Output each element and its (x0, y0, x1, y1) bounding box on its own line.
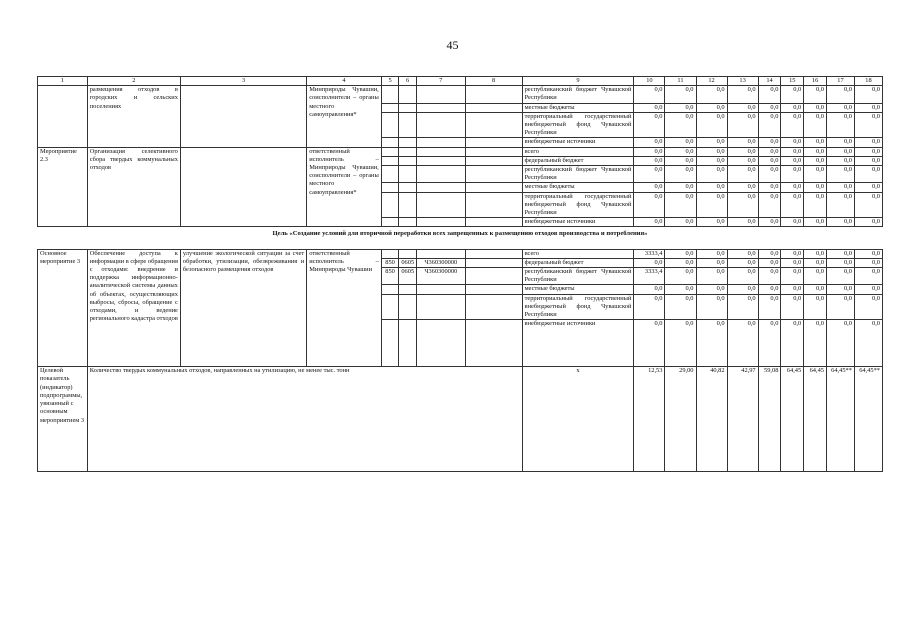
code-cell (381, 112, 399, 138)
executor-cell: Минприроды Чувашии, соисполнители – органы местного самоуправления* (307, 86, 382, 147)
value-cell: 0,0 (781, 166, 804, 183)
value-cell: 0,0 (804, 156, 827, 165)
value-cell: 0,0 (634, 103, 665, 112)
value-cell: 0,0 (804, 268, 827, 285)
code-cell (465, 218, 522, 227)
value-cell: 0,0 (804, 103, 827, 112)
value-cell: 0,0 (826, 218, 854, 227)
code-cell (465, 258, 522, 267)
code-cell (399, 294, 417, 320)
value-cell: 0,0 (727, 258, 758, 267)
indicator-x: х (522, 367, 634, 472)
value-cell: 0,0 (727, 218, 758, 227)
source-label: местные бюджеты (522, 103, 634, 112)
header-cell: 5 (381, 77, 399, 86)
value-cell: 0,0 (781, 112, 804, 138)
goal-row (38, 227, 883, 249)
value-cell: 0,0 (696, 166, 727, 183)
header-cell: 4 (307, 77, 382, 86)
value-cell: 0,0 (781, 268, 804, 285)
value-cell: 0,0 (727, 147, 758, 156)
code-cell (416, 294, 465, 320)
code-cell: 850 (381, 258, 399, 267)
value-cell: 0,0 (696, 103, 727, 112)
indicator-value: 64,45** (826, 367, 854, 472)
source-label: республиканский бюджет Чувашской Республики (522, 166, 634, 183)
value-cell: 0,0 (854, 183, 882, 192)
value-cell: 0,0 (758, 294, 781, 320)
table-row (38, 86, 883, 103)
code-cell (381, 103, 399, 112)
source-label: местные бюджеты (522, 285, 634, 294)
value-cell: 0,0 (804, 285, 827, 294)
indicator-row (38, 367, 883, 472)
value-cell: 0,0 (665, 138, 696, 147)
value-cell: 0,0 (727, 192, 758, 218)
value-cell: 0,0 (781, 183, 804, 192)
value-cell: 0,0 (758, 103, 781, 112)
code-cell (399, 218, 417, 227)
value-cell: 0,0 (804, 249, 827, 258)
value-cell: 0,0 (696, 258, 727, 267)
value-cell: 0,0 (826, 112, 854, 138)
value-cell: 0,0 (758, 192, 781, 218)
table-row (38, 147, 883, 156)
code-cell (399, 192, 417, 218)
code-cell (465, 138, 522, 147)
value-cell: 0,0 (854, 138, 882, 147)
expected-result-cell (180, 147, 306, 227)
code-cell (381, 218, 399, 227)
header-cell: 10 (634, 77, 665, 86)
value-cell: 0,0 (696, 86, 727, 103)
value-cell: 0,0 (826, 138, 854, 147)
code-cell (399, 156, 417, 165)
value-cell: 0,0 (826, 320, 854, 367)
code-cell: Ч360300000 (416, 258, 465, 267)
source-label: внебюджетные источники (522, 218, 634, 227)
code-cell (465, 320, 522, 367)
value-cell: 0,0 (665, 112, 696, 138)
code-cell (399, 147, 417, 156)
header-cell: 16 (804, 77, 827, 86)
value-cell: 0,0 (826, 268, 854, 285)
value-cell: 0,0 (727, 294, 758, 320)
code-cell (399, 183, 417, 192)
header-cell: 12 (696, 77, 727, 86)
expected-result-cell (180, 86, 306, 147)
code-cell (399, 166, 417, 183)
value-cell: 0,0 (826, 285, 854, 294)
value-cell: 0,0 (758, 268, 781, 285)
code-cell: 0605 (399, 258, 417, 267)
code-cell (465, 249, 522, 258)
value-cell: 0,0 (634, 156, 665, 165)
code-cell (465, 294, 522, 320)
value-cell: 0,0 (854, 156, 882, 165)
header-cell: 14 (758, 77, 781, 86)
value-cell: 0,0 (826, 192, 854, 218)
source-label: всего (522, 147, 634, 156)
value-cell: 0,0 (634, 218, 665, 227)
source-label: республиканский бюджет Чувашской Республики (522, 86, 634, 103)
value-cell: 0,0 (727, 320, 758, 367)
code-cell (416, 86, 465, 103)
header-cell: 18 (854, 77, 882, 86)
value-cell: 0,0 (696, 147, 727, 156)
indicator-value: 12,53 (634, 367, 665, 472)
value-cell: 0,0 (727, 138, 758, 147)
code-cell (416, 320, 465, 367)
value-cell: 0,0 (665, 183, 696, 192)
value-cell: 0,0 (781, 86, 804, 103)
value-cell: 0,0 (727, 166, 758, 183)
code-cell (399, 285, 417, 294)
value-cell: 0,0 (781, 320, 804, 367)
code-cell: 850 (381, 268, 399, 285)
value-cell: 0,0 (758, 147, 781, 156)
value-cell: 0,0 (665, 285, 696, 294)
value-cell: 0,0 (781, 192, 804, 218)
value-cell: 0,0 (804, 294, 827, 320)
code-cell (465, 192, 522, 218)
code-cell (381, 166, 399, 183)
source-label: территориальный государственный внебюджетный фонд Чувашской Республики (522, 192, 634, 218)
value-cell: 0,0 (634, 138, 665, 147)
source-label: федеральный бюджет (522, 258, 634, 267)
indicator-value: 64,45 (781, 367, 804, 472)
value-cell: 0,0 (804, 86, 827, 103)
value-cell: 0,0 (781, 138, 804, 147)
source-label: внебюджетные источники (522, 320, 634, 367)
value-cell: 0,0 (665, 147, 696, 156)
indicator-value: 64,45** (854, 367, 882, 472)
value-cell: 0,0 (665, 166, 696, 183)
code-cell (416, 285, 465, 294)
code-cell (465, 147, 522, 156)
value-cell: 0,0 (665, 192, 696, 218)
value-cell: 0,0 (758, 320, 781, 367)
activity-name-cell: размещения отходов в городских и сельских поселениях (87, 86, 180, 147)
value-cell: 0,0 (781, 147, 804, 156)
value-cell: 0,0 (826, 258, 854, 267)
executor-cell: ответственный исполнитель – Минприроды Чувашии (307, 249, 382, 367)
value-cell: 0,0 (854, 285, 882, 294)
header-cell: 3 (180, 77, 306, 86)
code-cell (381, 294, 399, 320)
value-cell: 0,0 (826, 249, 854, 258)
value-cell: 0,0 (854, 103, 882, 112)
indicator-value: 42,97 (727, 367, 758, 472)
value-cell: 0,0 (665, 294, 696, 320)
value-cell: 0,0 (826, 103, 854, 112)
value-cell: 0,0 (826, 294, 854, 320)
code-cell (465, 156, 522, 165)
code-cell (416, 249, 465, 258)
table-row (38, 249, 883, 258)
code-cell (381, 183, 399, 192)
value-cell: 0,0 (665, 156, 696, 165)
header-cell: 1 (38, 77, 88, 86)
header-cell: 6 (399, 77, 417, 86)
code-cell (465, 86, 522, 103)
value-cell: 0,0 (758, 86, 781, 103)
value-cell: 0,0 (696, 268, 727, 285)
indicator-value: 59,08 (758, 367, 781, 472)
source-label: территориальный государственный внебюджетный фонд Чувашской Республики (522, 294, 634, 320)
header-cell: 2 (87, 77, 180, 86)
header-cell: 13 (727, 77, 758, 86)
code-cell (465, 166, 522, 183)
value-cell: 3333,4 (634, 249, 665, 258)
code-cell: 0605 (399, 268, 417, 285)
value-cell: 0,0 (758, 218, 781, 227)
indicator-text: Количество твердых коммунальных отходов, направленных на утилизацию, не менее тыс. тонн (87, 367, 522, 472)
code-cell (416, 192, 465, 218)
code-cell (465, 103, 522, 112)
value-cell: 0,0 (696, 156, 727, 165)
indicator-value: 29,00 (665, 367, 696, 472)
code-cell (381, 192, 399, 218)
value-cell: 0,0 (634, 183, 665, 192)
value-cell: 0,0 (634, 147, 665, 156)
code-cell (399, 138, 417, 147)
header-cell: 11 (665, 77, 696, 86)
value-cell: 0,0 (804, 218, 827, 227)
value-cell: 0,0 (696, 285, 727, 294)
code-cell (381, 138, 399, 147)
code-cell (381, 86, 399, 103)
activity-name-cell: Обеспечение доступа к информации в сфере обращения с отходами: внедрение и поддержка информационно-аналитической системы данных об объектах, осуществляющих выбросы, сбросы, обращение с отходами, и ведение регионального кадастра отходов (87, 249, 180, 367)
value-cell: 0,0 (854, 258, 882, 267)
value-cell: 0,0 (804, 258, 827, 267)
value-cell: 0,0 (727, 285, 758, 294)
header-cell: 9 (522, 77, 634, 86)
value-cell: 0,0 (826, 183, 854, 192)
value-cell: 0,0 (854, 268, 882, 285)
value-cell: 0,0 (826, 86, 854, 103)
value-cell: 0,0 (696, 112, 727, 138)
value-cell: 0,0 (758, 138, 781, 147)
code-cell (416, 218, 465, 227)
value-cell: 0,0 (804, 320, 827, 367)
value-cell: 0,0 (854, 192, 882, 218)
value-cell: 0,0 (696, 192, 727, 218)
code-cell (399, 249, 417, 258)
activity-number-cell: Мероприятие 2.3 (38, 147, 88, 227)
header-cell: 8 (465, 77, 522, 86)
value-cell: 3333,4 (634, 268, 665, 285)
value-cell: 0,0 (696, 183, 727, 192)
code-cell (416, 138, 465, 147)
code-cell (416, 166, 465, 183)
value-cell: 0,0 (781, 156, 804, 165)
value-cell: 0,0 (727, 268, 758, 285)
value-cell: 0,0 (854, 320, 882, 367)
code-cell (416, 156, 465, 165)
value-cell: 0,0 (727, 112, 758, 138)
source-label: внебюджетные источники (522, 138, 634, 147)
page-number: 45 (446, 38, 459, 52)
source-label: местные бюджеты (522, 183, 634, 192)
value-cell: 0,0 (634, 285, 665, 294)
code-cell (465, 183, 522, 192)
code-cell (416, 112, 465, 138)
value-cell: 0,0 (804, 147, 827, 156)
value-cell: 0,0 (665, 218, 696, 227)
value-cell: 0,0 (854, 147, 882, 156)
value-cell: 0,0 (727, 183, 758, 192)
value-cell: 0,0 (665, 249, 696, 258)
activity-number-cell (38, 86, 88, 147)
value-cell: 0,0 (804, 166, 827, 183)
value-cell: 0,0 (634, 166, 665, 183)
code-cell (399, 320, 417, 367)
value-cell: 0,0 (665, 268, 696, 285)
header-cell: 15 (781, 77, 804, 86)
source-label: всего (522, 249, 634, 258)
executor-cell: ответственный исполнитель – Минприроды Чувашии, соисполнители – органы местного самоуправления* (307, 147, 382, 227)
code-cell (381, 147, 399, 156)
value-cell: 0,0 (781, 294, 804, 320)
value-cell: 0,0 (826, 166, 854, 183)
source-label: республиканский бюджет Чувашской Республики (522, 268, 634, 285)
code-cell (399, 103, 417, 112)
value-cell: 0,0 (804, 192, 827, 218)
value-cell: 0,0 (781, 285, 804, 294)
code-cell (381, 249, 399, 258)
indicator-value: 40,82 (696, 367, 727, 472)
value-cell: 0,0 (826, 156, 854, 165)
value-cell: 0,0 (758, 156, 781, 165)
value-cell: 0,0 (727, 86, 758, 103)
value-cell: 0,0 (804, 138, 827, 147)
value-cell: 0,0 (634, 258, 665, 267)
value-cell: 0,0 (634, 112, 665, 138)
code-cell (381, 156, 399, 165)
value-cell: 0,0 (854, 218, 882, 227)
value-cell: 0,0 (665, 258, 696, 267)
value-cell: 0,0 (634, 294, 665, 320)
value-cell: 0,0 (696, 138, 727, 147)
source-label: территориальный государственный внебюджетный фонд Чувашской Республики (522, 112, 634, 138)
value-cell: 0,0 (854, 112, 882, 138)
activity-name-cell: Организация селективного сбора твердых коммунальных отходов (87, 147, 180, 227)
code-cell (465, 268, 522, 285)
value-cell: 0,0 (781, 258, 804, 267)
value-cell: 0,0 (854, 249, 882, 258)
code-cell (465, 112, 522, 138)
value-cell: 0,0 (634, 192, 665, 218)
value-cell: 0,0 (665, 103, 696, 112)
value-cell: 0,0 (665, 320, 696, 367)
value-cell: 0,0 (804, 183, 827, 192)
value-cell: 0,0 (758, 166, 781, 183)
value-cell: 0,0 (758, 258, 781, 267)
header-cell: 17 (826, 77, 854, 86)
value-cell: 0,0 (781, 218, 804, 227)
value-cell: 0,0 (758, 183, 781, 192)
value-cell: 0,0 (727, 249, 758, 258)
value-cell: 0,0 (781, 249, 804, 258)
header-row (38, 77, 883, 86)
value-cell: 0,0 (727, 103, 758, 112)
value-cell: 0,0 (634, 86, 665, 103)
code-cell (381, 320, 399, 367)
value-cell: 0,0 (696, 218, 727, 227)
value-cell: 0,0 (727, 156, 758, 165)
value-cell: 0,0 (826, 147, 854, 156)
value-cell: 0,0 (758, 285, 781, 294)
value-cell: 0,0 (758, 112, 781, 138)
value-cell: 0,0 (634, 320, 665, 367)
expected-result-cell: улучшение экологической ситуации за счет обработки, утилизации, обезвреживания и безопасного размещения отходов (180, 249, 306, 367)
code-cell (416, 183, 465, 192)
code-cell (465, 285, 522, 294)
value-cell: 0,0 (696, 294, 727, 320)
value-cell: 0,0 (758, 249, 781, 258)
source-label: федеральный бюджет (522, 156, 634, 165)
code-cell (416, 103, 465, 112)
code-cell (399, 86, 417, 103)
header-cell: 7 (416, 77, 465, 86)
value-cell: 0,0 (665, 86, 696, 103)
code-cell (381, 285, 399, 294)
code-cell (399, 112, 417, 138)
code-cell (416, 147, 465, 156)
value-cell: 0,0 (804, 112, 827, 138)
value-cell: 0,0 (854, 86, 882, 103)
value-cell: 0,0 (781, 103, 804, 112)
indicator-value: 64,45 (804, 367, 827, 472)
code-cell: Ч360300000 (416, 268, 465, 285)
goal-heading: Цель «Создание условий для вторичной переработки всех запрещенных к размещению отходов производства и потребления» (38, 227, 883, 249)
value-cell: 0,0 (696, 249, 727, 258)
value-cell: 0,0 (854, 166, 882, 183)
indicator-label: Целевой показатель (индикатор) подпрограммы, увязанный с основным мероприятием 3 (38, 367, 88, 472)
program-table (37, 76, 883, 472)
activity-number-cell: Основное мероприятие 3 (38, 249, 88, 367)
value-cell: 0,0 (696, 320, 727, 367)
value-cell: 0,0 (854, 294, 882, 320)
